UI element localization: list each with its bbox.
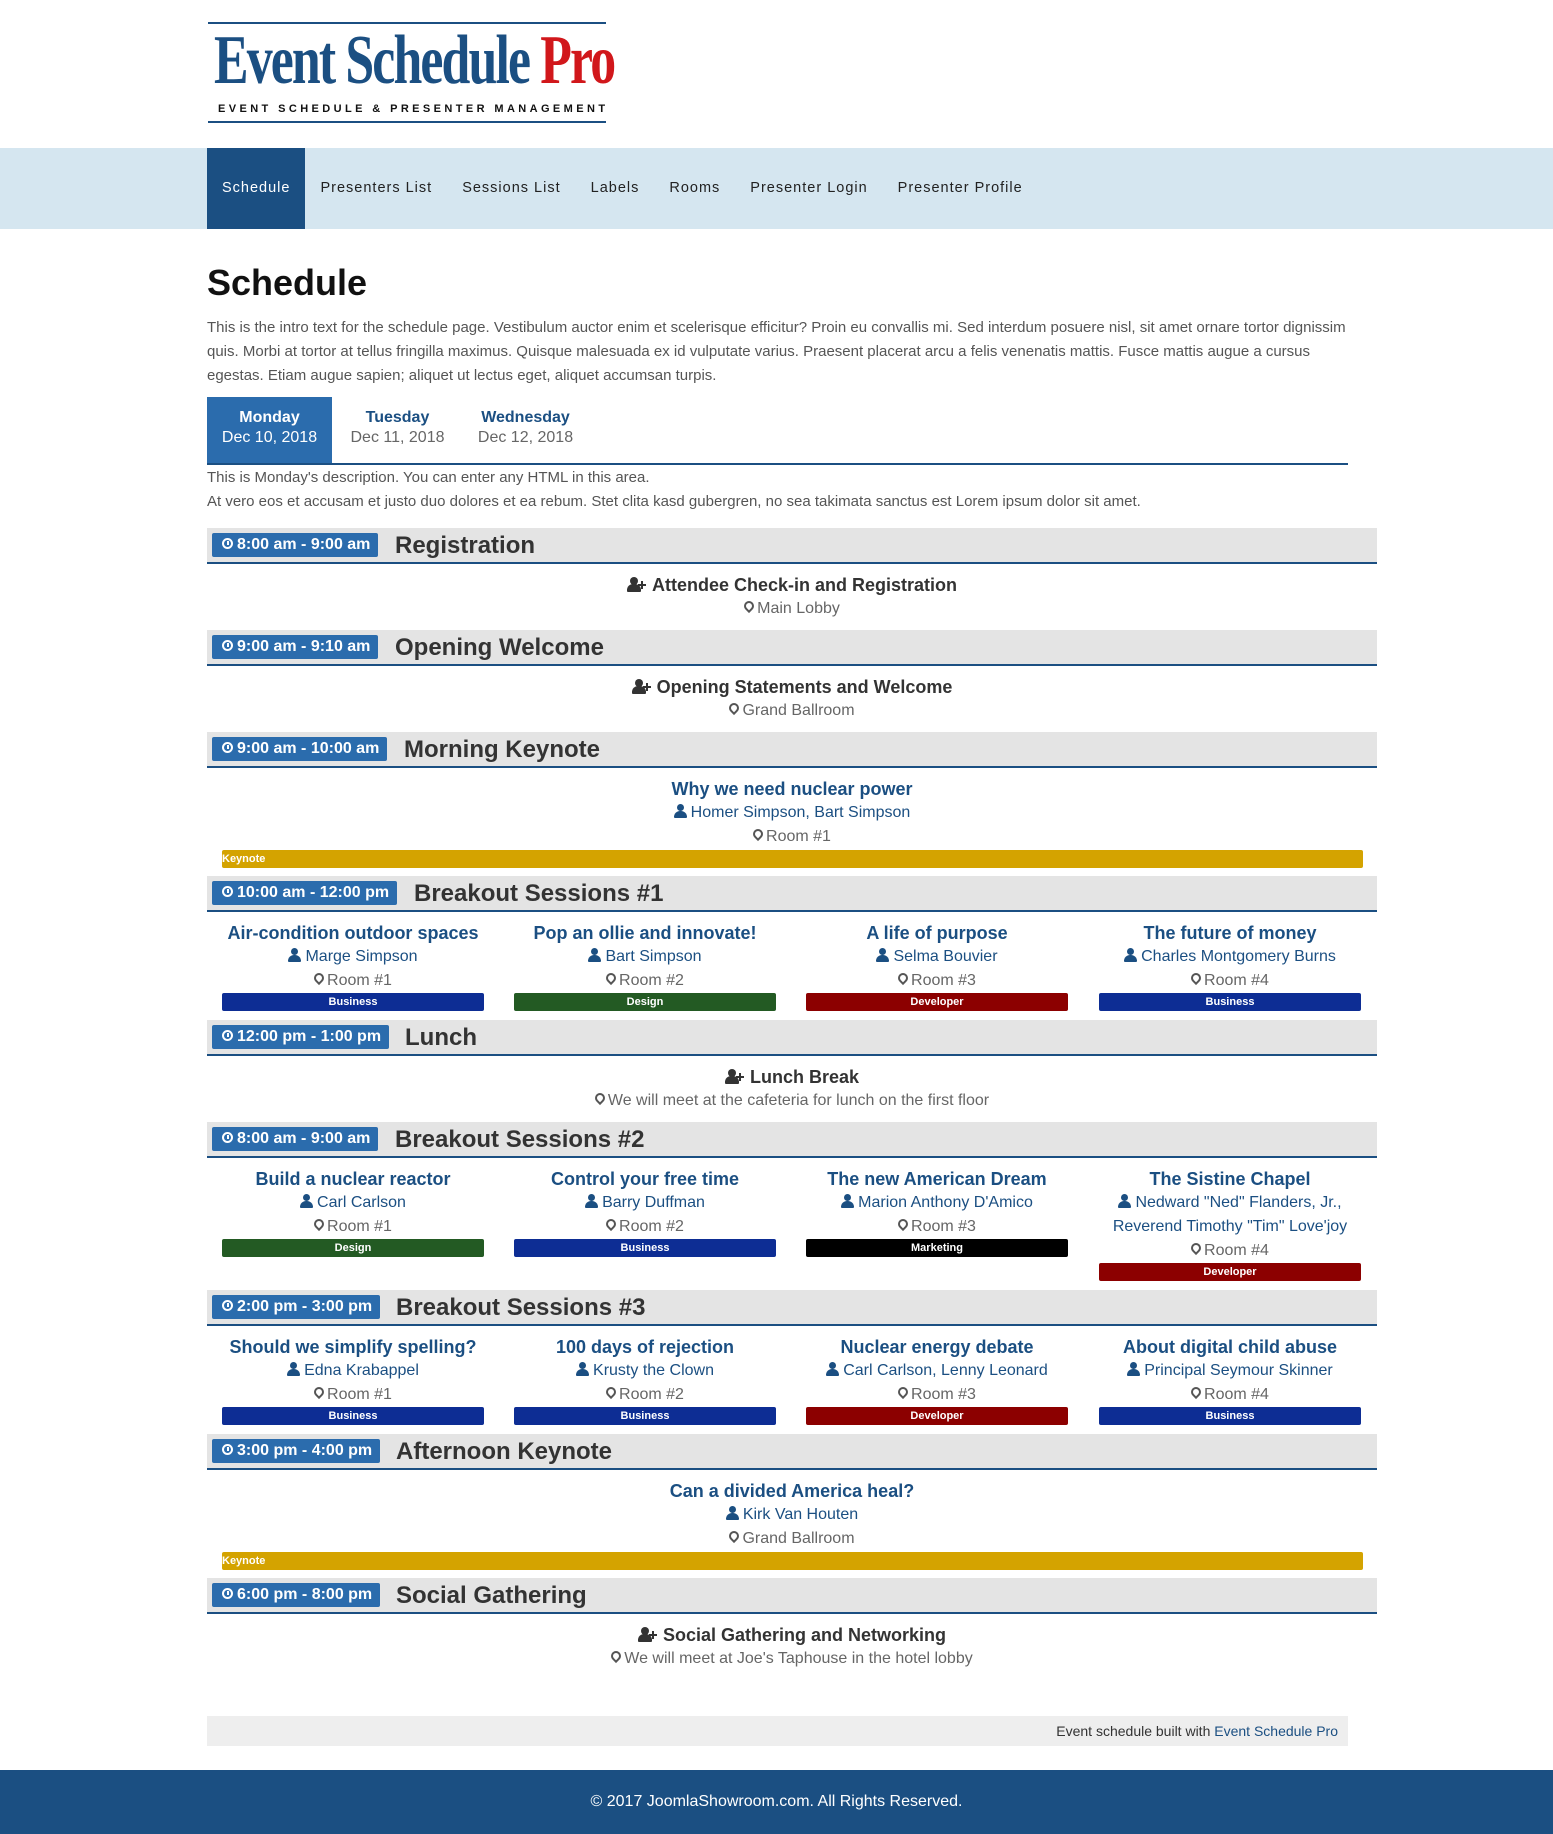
session-title-link[interactable]: Control your free time bbox=[550, 1169, 740, 1189]
user-icon bbox=[287, 1362, 300, 1376]
session-room bbox=[207, 1647, 1377, 1671]
clock-icon bbox=[222, 538, 233, 549]
clock-icon bbox=[222, 640, 233, 651]
day-name: Wednesday bbox=[481, 409, 570, 426]
time-badge bbox=[212, 635, 378, 659]
session-card bbox=[222, 1335, 484, 1425]
session-presenters[interactable] bbox=[514, 1359, 776, 1383]
time-range: 8:00 am - 9:00 am bbox=[237, 536, 371, 553]
label-badge-business: Business bbox=[222, 1407, 484, 1425]
time-range: 6:00 pm - 8:00 pm bbox=[237, 1586, 373, 1603]
user-icon bbox=[726, 1506, 739, 1520]
session-title-link[interactable]: Can a divided America heal? bbox=[669, 1481, 915, 1501]
label-badge-developer: Developer bbox=[806, 1407, 1068, 1425]
room-name: Room #2 bbox=[619, 972, 684, 989]
room-name: Room #1 bbox=[327, 1218, 392, 1235]
map-marker-icon bbox=[611, 1651, 621, 1664]
time-badge bbox=[212, 1127, 378, 1151]
presenter-names: Carl Carlson, Lenny Leonard bbox=[843, 1362, 1048, 1379]
session-title-link[interactable]: About digital child abuse bbox=[1122, 1337, 1337, 1357]
session-title bbox=[207, 1623, 1377, 1647]
session-title bbox=[207, 1065, 1377, 1089]
clock-icon bbox=[222, 1444, 233, 1455]
presenter-names: Principal Seymour Skinner bbox=[1144, 1362, 1333, 1379]
presenter-names: Bart Simpson bbox=[605, 948, 702, 965]
user-icon bbox=[841, 1194, 854, 1208]
time-badge bbox=[212, 737, 387, 761]
label-badge-developer: Developer bbox=[806, 993, 1068, 1011]
page-title: Schedule bbox=[207, 262, 368, 303]
general-session bbox=[207, 573, 1377, 621]
user-icon bbox=[585, 1194, 598, 1208]
map-marker-icon bbox=[1191, 1243, 1201, 1256]
session-room bbox=[1099, 1383, 1361, 1407]
room-name: Room #2 bbox=[619, 1218, 684, 1235]
time-block-header bbox=[207, 528, 1377, 564]
time-badge bbox=[212, 1439, 380, 1463]
map-marker-icon bbox=[606, 1219, 616, 1232]
intro-text: This is the intro text for the schedule page. Vestibulum auctor enim et scelerisque efficitur? Proin eu convallis mi. Sed interdum posuere nisl, sit amet ornare tortor dignissim quis. Morbi at tortor at tellus fringilla maximus. Quisque malesuada ex id vulputate varius. Praesent placerat arcu a felis venenatis mattis. Fusce mattis augue a cursus egestas. Etiam augue sapien; aliquet ut lectus eget, aliquet accumsan turpis. bbox=[207, 319, 1346, 384]
user-icon bbox=[674, 804, 687, 818]
presenter-names: Homer Simpson, Bart Simpson bbox=[690, 804, 911, 821]
room-name: Room #4 bbox=[1204, 1386, 1269, 1403]
room-name: Room #4 bbox=[1204, 972, 1269, 989]
time-block-title: Lunch bbox=[405, 1024, 477, 1051]
nav-item-sessions-list[interactable]: Sessions List bbox=[462, 180, 561, 196]
presenter-names: Carl Carlson bbox=[317, 1194, 406, 1211]
session-card bbox=[806, 1335, 1068, 1425]
session-presenters[interactable] bbox=[1099, 945, 1361, 969]
presenter-names: Charles Montgomery Burns bbox=[1141, 948, 1336, 965]
user-icon bbox=[300, 1194, 313, 1208]
map-marker-icon bbox=[729, 1531, 739, 1544]
map-marker-icon bbox=[314, 1219, 324, 1232]
time-badge bbox=[212, 533, 378, 557]
map-marker-icon bbox=[606, 1387, 616, 1400]
time-block-header bbox=[207, 1578, 1377, 1614]
site-footer bbox=[0, 1770, 1553, 1834]
time-range: 10:00 am - 12:00 pm bbox=[237, 884, 390, 901]
keynote-session bbox=[207, 777, 1377, 849]
session-room bbox=[207, 1089, 1377, 1113]
map-marker-icon bbox=[898, 1387, 908, 1400]
session-name: Opening Statements and Welcome bbox=[656, 677, 953, 697]
time-block-title: Morning Keynote bbox=[404, 736, 600, 763]
session-name: Lunch Break bbox=[749, 1067, 860, 1087]
tab-tuesday[interactable] bbox=[335, 397, 460, 463]
presenter-names: Barry Duffman bbox=[602, 1194, 705, 1211]
session-title-link[interactable]: Nuclear energy debate bbox=[840, 1337, 1034, 1357]
label-badge-design: Design bbox=[222, 1239, 484, 1257]
session-title-link[interactable]: Build a nuclear reactor bbox=[255, 1169, 451, 1189]
user-icon bbox=[876, 948, 889, 962]
session-card bbox=[514, 1167, 776, 1257]
time-block-header bbox=[207, 1020, 1377, 1056]
presenter-names: Nedward "Ned" Flanders, Jr., Reverend Timothy "Tim" Love'joy bbox=[1112, 1194, 1348, 1235]
presenter-names: Kirk Van Houten bbox=[742, 1506, 859, 1523]
tab-monday[interactable] bbox=[207, 397, 332, 463]
session-room bbox=[207, 597, 1377, 621]
session-room bbox=[514, 1383, 776, 1407]
general-session bbox=[207, 675, 1377, 723]
label-badge-business: Business bbox=[514, 1407, 776, 1425]
map-marker-icon bbox=[1191, 1387, 1201, 1400]
session-title-link[interactable]: Should we simplify spelling? bbox=[229, 1337, 477, 1357]
session-title-link[interactable]: A life of purpose bbox=[866, 923, 1008, 943]
session-title-link[interactable]: Pop an ollie and innovate! bbox=[533, 923, 757, 943]
general-session bbox=[207, 1065, 1377, 1113]
nav-item-presenter-login[interactable]: Presenter Login bbox=[750, 180, 868, 196]
time-block-title: Breakout Sessions #3 bbox=[396, 1294, 646, 1321]
map-marker-icon bbox=[1191, 973, 1201, 986]
time-badge bbox=[212, 1583, 380, 1607]
map-marker-icon bbox=[753, 829, 763, 842]
room-name: Main Lobby bbox=[757, 600, 840, 617]
session-title bbox=[207, 573, 1377, 597]
session-card bbox=[806, 921, 1068, 1011]
session-card bbox=[222, 1167, 484, 1257]
day-tabs bbox=[207, 397, 1348, 465]
room-name: Room #3 bbox=[911, 1218, 976, 1235]
nav-item-rooms[interactable]: Rooms bbox=[669, 180, 721, 196]
session-title-link[interactable]: Why we need nuclear power bbox=[671, 779, 913, 799]
label-badge-developer: Developer bbox=[1099, 1263, 1361, 1281]
time-block-title: Registration bbox=[395, 532, 536, 559]
room-name: We will meet at the cafeteria for lunch on the first floor bbox=[607, 1092, 990, 1109]
session-room bbox=[207, 825, 1377, 849]
session-title-link[interactable]: The Sistine Chapel bbox=[1149, 1169, 1311, 1189]
room-name: Room #1 bbox=[327, 1386, 392, 1403]
day-date: Dec 11, 2018 bbox=[350, 429, 445, 446]
room-name: Room #4 bbox=[1204, 1242, 1269, 1259]
logo-title: Event Schedule Pro bbox=[214, 22, 615, 99]
room-name: We will meet at Joe's Taphouse in the hotel lobby bbox=[624, 1650, 973, 1667]
session-presenters[interactable] bbox=[806, 1359, 1068, 1383]
time-range: 8:00 am - 9:00 am bbox=[237, 1130, 371, 1147]
time-range: 12:00 pm - 1:00 pm bbox=[237, 1028, 382, 1045]
map-marker-icon bbox=[314, 973, 324, 986]
map-marker-icon bbox=[606, 973, 616, 986]
clock-icon bbox=[222, 1132, 233, 1143]
label-badge-keynote: Keynote bbox=[222, 850, 1363, 868]
session-title bbox=[207, 675, 1377, 699]
day-name: Tuesday bbox=[365, 409, 430, 426]
session-card bbox=[1099, 1167, 1361, 1281]
presenter-names: Marion Anthony D'Amico bbox=[858, 1194, 1033, 1211]
nav-item-labels[interactable]: Labels bbox=[590, 180, 640, 196]
time-block-title: Opening Welcome bbox=[395, 634, 604, 661]
label-badge-keynote: Keynote bbox=[222, 1552, 1363, 1570]
day-date: Dec 10, 2018 bbox=[221, 429, 318, 446]
session-card bbox=[1099, 921, 1361, 1011]
clock-icon bbox=[222, 886, 233, 897]
session-presenters[interactable] bbox=[207, 801, 1377, 825]
event-schedule-pro-link[interactable]: Event Schedule Pro bbox=[1214, 1723, 1338, 1739]
time-block-header bbox=[207, 1434, 1377, 1470]
presenter-names: Marge Simpson bbox=[305, 948, 418, 965]
session-title-link[interactable]: The future of money bbox=[1143, 923, 1317, 943]
time-range: 9:00 am - 10:00 am bbox=[237, 740, 380, 757]
map-marker-icon bbox=[595, 1093, 605, 1106]
time-block-header bbox=[207, 630, 1377, 666]
clock-icon bbox=[222, 1588, 233, 1599]
logo-tagline: EVENT SCHEDULE & PRESENTER MANAGEMENT bbox=[218, 103, 609, 115]
session-presenters[interactable] bbox=[1099, 1191, 1361, 1239]
session-room bbox=[222, 1383, 484, 1407]
session-card bbox=[806, 1167, 1068, 1257]
label-badge-marketing: Marketing bbox=[806, 1239, 1068, 1257]
session-card bbox=[514, 921, 776, 1011]
general-session bbox=[207, 1623, 1377, 1671]
map-marker-icon bbox=[898, 973, 908, 986]
label-badge-design: Design bbox=[514, 993, 776, 1011]
nav-item-presenter-profile[interactable]: Presenter Profile bbox=[897, 180, 1023, 196]
main-nav bbox=[0, 148, 1553, 229]
map-marker-icon bbox=[729, 703, 739, 716]
user-icon bbox=[576, 1362, 589, 1376]
session-room bbox=[207, 1527, 1377, 1551]
time-badge bbox=[212, 1295, 380, 1319]
session-room bbox=[514, 1215, 776, 1239]
room-name: Room #3 bbox=[911, 972, 976, 989]
session-presenters[interactable] bbox=[222, 1191, 484, 1215]
session-presenters[interactable] bbox=[1099, 1359, 1361, 1383]
session-title-link[interactable]: 100 days of rejection bbox=[555, 1337, 735, 1357]
label-badge-business: Business bbox=[1099, 1407, 1361, 1425]
user-icon bbox=[588, 948, 601, 962]
room-name: Room #1 bbox=[327, 972, 392, 989]
time-range: 9:00 am - 9:10 am bbox=[237, 638, 371, 655]
session-name: Attendee Check-in and Registration bbox=[651, 575, 958, 595]
user-icon bbox=[1118, 1194, 1131, 1208]
time-block-title: Breakout Sessions #2 bbox=[395, 1126, 645, 1153]
room-name: Room #2 bbox=[619, 1386, 684, 1403]
label-badge-business: Business bbox=[1099, 993, 1361, 1011]
presenter-names: Edna Krabappel bbox=[304, 1362, 419, 1379]
session-title-link[interactable]: The new American Dream bbox=[827, 1169, 1047, 1189]
time-block-header bbox=[207, 1290, 1377, 1326]
clock-icon bbox=[222, 1030, 233, 1041]
room-name: Grand Ballroom bbox=[742, 1530, 855, 1547]
time-block-title: Afternoon Keynote bbox=[396, 1438, 612, 1465]
time-block-title: Social Gathering bbox=[396, 1582, 587, 1609]
presenter-names: Krusty the Clown bbox=[593, 1362, 714, 1379]
time-block-title: Breakout Sessions #1 bbox=[414, 880, 664, 907]
clock-icon bbox=[222, 1300, 233, 1311]
user-icon bbox=[1124, 948, 1137, 962]
session-title-link[interactable]: Air-condition outdoor spaces bbox=[227, 923, 479, 943]
tab-wednesday[interactable] bbox=[463, 397, 588, 463]
session-presenters[interactable] bbox=[514, 945, 776, 969]
session-presenters[interactable] bbox=[222, 1359, 484, 1383]
time-badge bbox=[212, 881, 397, 905]
user-icon bbox=[826, 1362, 839, 1376]
session-card bbox=[514, 1335, 776, 1425]
session-room bbox=[222, 969, 484, 993]
user-plus-icon bbox=[638, 1627, 658, 1642]
time-block-header bbox=[207, 1122, 1377, 1158]
built-with-bar: Event schedule built with Event Schedule Pro bbox=[207, 1716, 1348, 1746]
copyright: © 2017 JoomlaShowroom.com. All Rights Reserved. bbox=[590, 1793, 963, 1810]
time-block-header bbox=[207, 732, 1377, 768]
map-marker-icon bbox=[744, 601, 754, 614]
session-room bbox=[806, 1383, 1068, 1407]
time-block-header bbox=[207, 876, 1377, 912]
nav-item-presenters-list[interactable]: Presenters List bbox=[320, 180, 433, 196]
user-plus-icon bbox=[627, 577, 647, 592]
user-plus-icon bbox=[725, 1069, 745, 1084]
user-plus-icon bbox=[632, 679, 652, 694]
session-room bbox=[806, 1215, 1068, 1239]
time-range: 2:00 pm - 3:00 pm bbox=[237, 1298, 373, 1315]
label-badge-business: Business bbox=[222, 993, 484, 1011]
label-badge-business: Business bbox=[514, 1239, 776, 1257]
room-name: Room #1 bbox=[766, 828, 831, 845]
session-room bbox=[1099, 969, 1361, 993]
nav-item-schedule[interactable]: Schedule bbox=[207, 148, 305, 229]
site-logo[interactable] bbox=[208, 22, 615, 125]
logo-bottom-rule bbox=[208, 121, 606, 123]
session-presenters[interactable] bbox=[514, 1191, 776, 1215]
user-icon bbox=[288, 948, 301, 962]
time-range: 3:00 pm - 4:00 pm bbox=[237, 1442, 373, 1459]
map-marker-icon bbox=[314, 1387, 324, 1400]
session-card bbox=[1099, 1335, 1361, 1425]
presenter-names: Selma Bouvier bbox=[893, 948, 998, 965]
day-description: This is Monday's description. You can enter any HTML in this area. At vero eos et accusam et justo duo dolores et ea rebum. Stet clita kasd gubergren, no sea takimata sanctus est Lorem ipsum dolor sit amet. bbox=[207, 469, 1141, 510]
session-room bbox=[207, 699, 1377, 723]
session-room bbox=[806, 969, 1068, 993]
session-presenters[interactable] bbox=[806, 945, 1068, 969]
time-badge bbox=[212, 1025, 389, 1049]
session-presenters[interactable] bbox=[806, 1191, 1068, 1215]
keynote-session bbox=[207, 1479, 1377, 1551]
clock-icon bbox=[222, 742, 233, 753]
session-presenters[interactable] bbox=[207, 1503, 1377, 1527]
session-card bbox=[222, 921, 484, 1011]
room-name: Room #3 bbox=[911, 1386, 976, 1403]
session-presenters[interactable] bbox=[222, 945, 484, 969]
map-marker-icon bbox=[898, 1219, 908, 1232]
day-date: Dec 12, 2018 bbox=[477, 429, 574, 446]
session-room bbox=[222, 1215, 484, 1239]
day-name: Monday bbox=[239, 409, 300, 426]
session-room bbox=[1099, 1239, 1361, 1263]
user-icon bbox=[1127, 1362, 1140, 1376]
session-room bbox=[514, 969, 776, 993]
room-name: Grand Ballroom bbox=[742, 702, 855, 719]
session-name: Social Gathering and Networking bbox=[662, 1625, 947, 1645]
